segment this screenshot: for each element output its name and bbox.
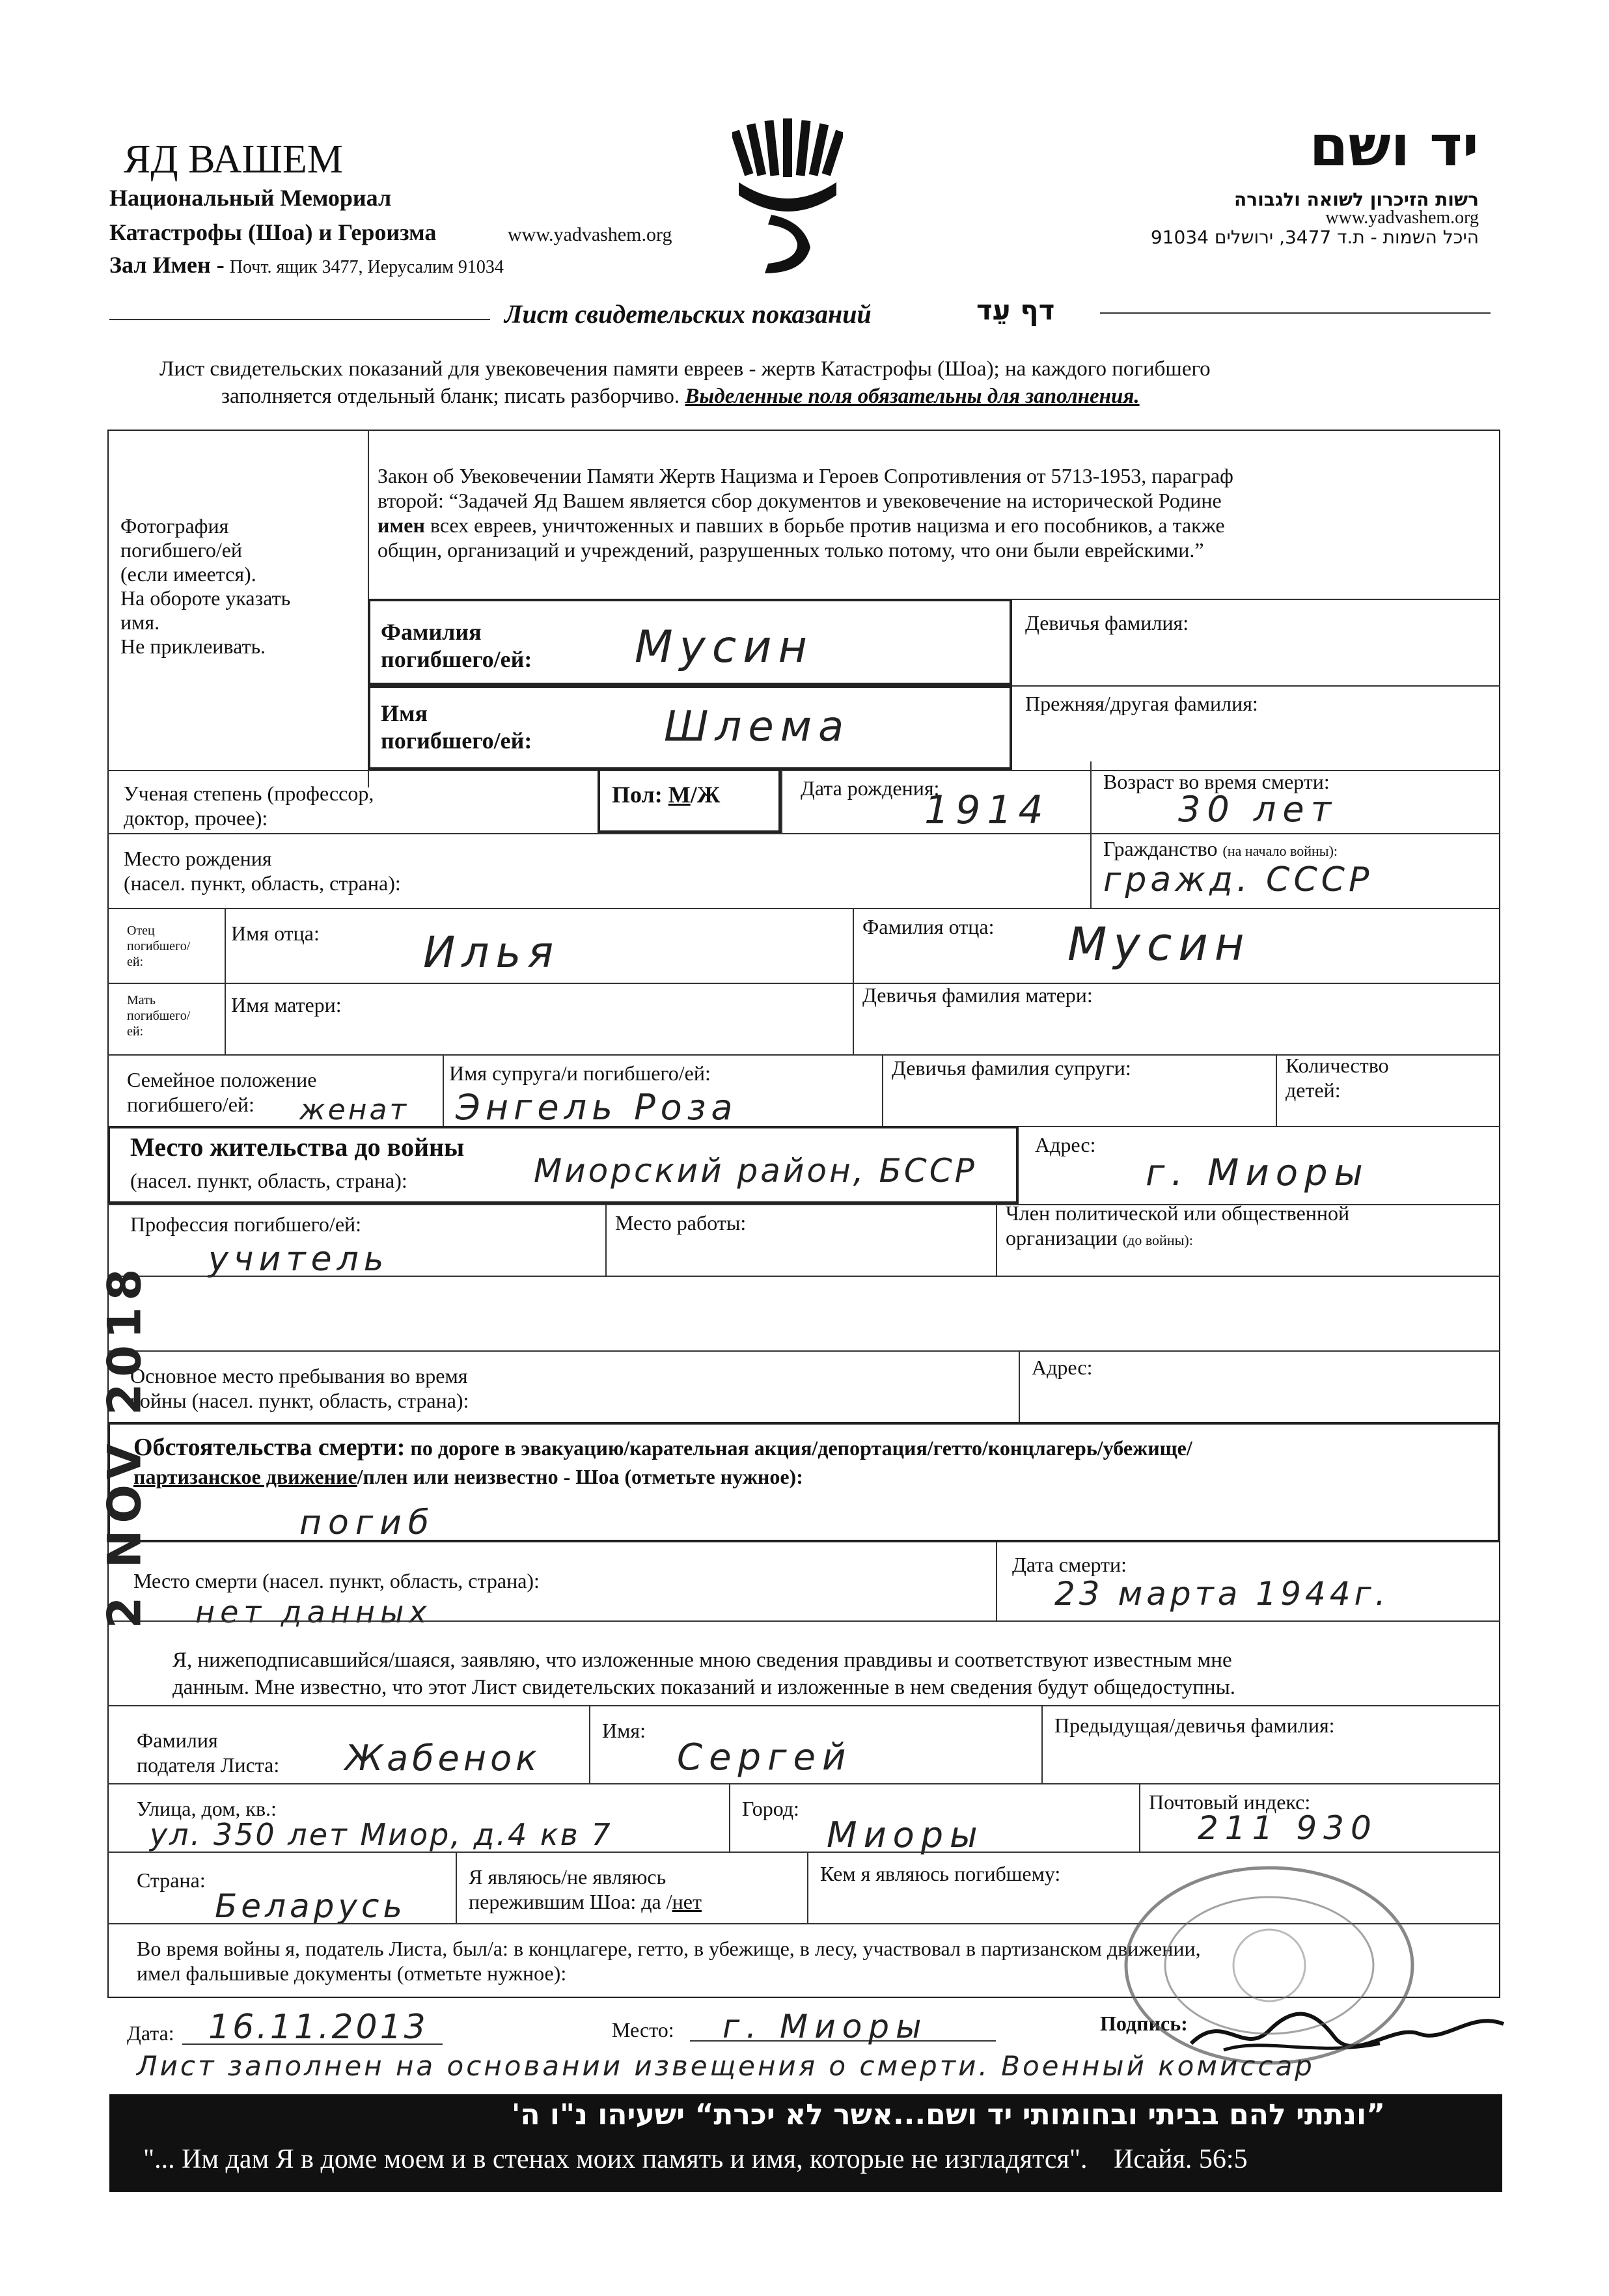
dob-label: Дата рождения: xyxy=(801,776,940,800)
death-date-label: Дата смерти: xyxy=(1012,1553,1127,1576)
submitter-prev-label: Предыдущая/девичья фамилия: xyxy=(1054,1714,1335,1737)
submitter-name-divider xyxy=(589,1705,590,1783)
death-date-value: 23 марта 1944г. xyxy=(1054,1575,1390,1613)
victim-surname-label xyxy=(381,618,532,673)
father-surname-divider xyxy=(853,908,854,1054)
instructions-line2 xyxy=(221,384,1140,409)
row-declaration-top xyxy=(107,1620,1500,1622)
member-divider xyxy=(996,1204,997,1276)
address-ru: Почт. ящик 3477, Иерусалим 91034 xyxy=(229,257,504,277)
father-surname-value: Мусин xyxy=(1067,918,1251,971)
photo-text xyxy=(120,514,290,659)
footer-ref: Исайя. 56:5 xyxy=(1114,2144,1248,2174)
row-submitter-top xyxy=(107,1705,1500,1706)
war-l1: Во время войны я, податель Листа, был/а: в концлагере, гетто, в убежище, в лесу, участвовал в партизанском движении, xyxy=(137,1937,1201,1960)
profession-label: Профессия погибшего/ей: xyxy=(130,1212,362,1236)
survivor-divider xyxy=(456,1852,457,1923)
death-date-divider xyxy=(996,1542,997,1620)
degree-l2: доктор, прочее): xyxy=(124,806,268,830)
mother-side-l3: ей: xyxy=(127,1024,144,1039)
footer-ru-line xyxy=(143,2141,1248,2178)
date-label: Дата: xyxy=(127,2021,174,2045)
city-value: Миоры xyxy=(827,1814,984,1855)
father-name-label: Имя отца: xyxy=(231,922,320,945)
org-line2: Катастрофы (Шоа) и Героизма xyxy=(109,219,437,245)
photo-l4: На обороте указать xyxy=(120,586,291,610)
degree-l1: Ученая степень (профессор, xyxy=(124,782,374,805)
family-status-l1: Семейное положение xyxy=(127,1068,317,1091)
row-street-top xyxy=(107,1783,1500,1784)
row-blank-top xyxy=(107,1276,1500,1277)
age-label: Возраст во время смерти: xyxy=(1103,770,1330,793)
death-circ-line1 xyxy=(133,1435,1192,1460)
wartime-l1: Основное место пребывания во время xyxy=(130,1364,468,1387)
photo-l3: (если имеется). xyxy=(120,562,256,586)
law-l2: второй: “Задачей Яд Вашем является сбор документов и увековечение на исторической Родине xyxy=(378,489,1222,512)
org-line1: Национальный Мемориал xyxy=(109,185,392,211)
submitter-name-label: Имя: xyxy=(602,1719,646,1742)
submitter-surname-l1: Фамилия xyxy=(137,1729,218,1752)
member-label xyxy=(1006,1201,1349,1250)
instructions-line1: Лист свидетельских показаний для увековечения памяти евреев - жертв Катастрофы (Шоа); на каждого погибшего xyxy=(159,357,1211,381)
declaration-l2: данным. Мне известно, что этот Лист свидетельских показаний и изложенные в нем сведения будут общедоступны. xyxy=(172,1676,1236,1699)
member-note: (до войны): xyxy=(1122,1232,1193,1248)
spouse-maiden-divider xyxy=(882,1054,883,1126)
city-label: Город: xyxy=(742,1797,799,1820)
victim-surname-l1: Фамилия xyxy=(381,619,482,645)
street-value: ул. 350 лет Миор, д.4 кв 7 xyxy=(150,1817,612,1852)
father-surname-label: Фамилия отца: xyxy=(862,915,995,938)
spouse-maiden-label: Девичья фамилия супруги: xyxy=(892,1056,1131,1080)
residence-sub: (насел. пункт, область, страна): xyxy=(130,1169,407,1192)
victim-name-value: Шлема xyxy=(664,703,851,751)
father-name-value: Илья xyxy=(423,927,560,977)
form-title-ru: Лист свидетельских показаний xyxy=(504,299,872,329)
sex-label-text: Пол: xyxy=(612,782,663,808)
birthplace-l1: Место рождения xyxy=(124,847,272,870)
family-status-value: женат xyxy=(299,1093,409,1127)
hall-label: Зал Имен - xyxy=(109,252,225,278)
website-right: www.yadvashem.org xyxy=(1325,208,1479,228)
victim-surname-value: Мусин xyxy=(635,622,814,673)
hall-line xyxy=(109,253,504,280)
children-divider xyxy=(1276,1054,1277,1126)
profession-value: учитель xyxy=(208,1240,389,1279)
survivor-yes: да / xyxy=(641,1890,672,1913)
victim-maiden-rule xyxy=(1012,685,1500,687)
law-l4: общин, организаций и учреждений, разрушенных только потому, что они были еврейскими.” xyxy=(378,538,1204,562)
declaration-text xyxy=(172,1647,1235,1701)
submitter-surname-label xyxy=(137,1728,279,1777)
place-label: Место: xyxy=(612,2018,674,2042)
survivor-no: нет xyxy=(672,1890,702,1913)
degree-label xyxy=(124,781,374,830)
row-wartime-top xyxy=(107,1350,1500,1352)
family-status-label xyxy=(127,1067,316,1117)
victim-prev-label: Прежняя/другая фамилия: xyxy=(1025,692,1258,715)
title-he: יד ושם xyxy=(1309,114,1479,179)
relation-divider xyxy=(807,1852,808,1923)
citizenship-divider xyxy=(1090,833,1092,908)
date-value: 16.11.2013 xyxy=(208,2008,428,2047)
country-label: Страна: xyxy=(137,1868,206,1892)
declaration-l1: Я, нижеподписавшийся/шаяся, заявляю, что изложенные мною сведения правдивы и соответствуют известным мне xyxy=(172,1648,1232,1672)
footer-he: ”ונתתי להם בביתי ובחומותי יד ושם...אשר לא יכרת“ ישעיהו נ"ו ה' xyxy=(511,2098,1385,2131)
spouse-divider xyxy=(443,1054,444,1126)
wartime-address-label: Адрес: xyxy=(1032,1356,1093,1379)
death-circ-l2: /плен или неизвестно - Шоа (отметьте нужное): xyxy=(357,1465,803,1488)
mother-maiden-label: Девичья фамилия матери: xyxy=(862,983,1093,1007)
victim-name-label xyxy=(381,700,532,754)
photo-l5: имя. xyxy=(120,610,160,634)
citizenship-label xyxy=(1103,836,1338,861)
instructions-text: заполняется отдельный бланк; писать разборчиво. xyxy=(221,385,680,408)
website-left: www.yadvashem.org xyxy=(508,224,672,245)
wartime-address-divider xyxy=(1019,1350,1020,1422)
member-l1: Член политической или общественной xyxy=(1006,1201,1350,1225)
survivor-l2-text: пережившим Шоа: xyxy=(469,1890,637,1913)
victim-name-l2: погибшего/ей: xyxy=(381,728,532,754)
work-label: Место работы: xyxy=(615,1211,747,1235)
work-divider xyxy=(605,1204,607,1276)
city-divider xyxy=(729,1783,730,1852)
org-he: רשות הזיכרון לשואה ולגבורה xyxy=(1234,189,1479,210)
birthplace-label xyxy=(124,846,401,895)
title-rule-right xyxy=(1100,312,1491,314)
death-circ-bold: Обстоятельства смерти: xyxy=(133,1434,406,1461)
wartime-l2: войны (насел. пункт, область, страна): xyxy=(130,1389,469,1412)
dob-divider xyxy=(781,770,782,833)
zip-divider xyxy=(1139,1783,1140,1852)
photo-l6: Не приклеивать. xyxy=(120,635,266,658)
address-he: היכל השמות - ת.ד 3477, ירושלים 91034 xyxy=(1150,226,1479,248)
family-status-l2: погибшего/ей: xyxy=(127,1093,254,1116)
war-text xyxy=(137,1936,1201,1986)
victim-name-l1: Имя xyxy=(381,700,428,726)
death-place-label: Место смерти (насел. пункт, область, страна): xyxy=(133,1569,540,1592)
father-side-l2: погибшего/ xyxy=(127,939,191,953)
children-l2: детей: xyxy=(1286,1078,1341,1102)
children-label xyxy=(1286,1053,1389,1102)
submitter-surname-value: Жабенок xyxy=(345,1738,541,1779)
submitter-prev-divider xyxy=(1041,1705,1043,1783)
row-father-top xyxy=(107,908,1500,909)
residence-address-value: г. Миоры xyxy=(1146,1152,1369,1194)
photo-l1: Фотография xyxy=(120,514,229,538)
citizenship-note: (на начало войны): xyxy=(1222,843,1338,859)
zip-label: Почтовый индекс: xyxy=(1149,1790,1311,1814)
spouse-label: Имя супруга/и погибшего/ей: xyxy=(449,1061,711,1085)
law-l1: Закон об Увековечении Памяти Жертв Нацизма и Героев Сопротивления от 5713-1953, параграф xyxy=(378,464,1233,487)
country-value: Беларусь xyxy=(215,1887,406,1925)
mother-side-l1: Мать xyxy=(127,993,156,1007)
submitter-surname-l2: подателя Листа: xyxy=(137,1753,280,1777)
spouse-value: Энгель Роза xyxy=(456,1087,738,1128)
relation-label: Кем я являюсь погибшему: xyxy=(820,1862,1061,1885)
row-mother-top xyxy=(107,983,1500,984)
law-l3-bold: имен xyxy=(378,513,425,537)
margin-note: 2 NOV 2018 xyxy=(98,1262,152,1629)
member-l2 xyxy=(1006,1225,1349,1250)
father-side-l3: ей: xyxy=(127,955,144,969)
member-l2-text: организации xyxy=(1006,1226,1118,1250)
survivor-l1: Я являюсь/не являюсь xyxy=(469,1865,667,1889)
wartime-label xyxy=(130,1363,469,1413)
official-stamp xyxy=(1107,1855,1432,2070)
title-ru: ЯД ВАШЕМ xyxy=(124,137,343,182)
row-birth-top xyxy=(107,833,1500,834)
mother-side-l2: погибшего/ xyxy=(127,1009,191,1023)
dob-value: 1914 xyxy=(924,787,1050,833)
birthplace-l2: (насел. пункт, область, страна): xyxy=(124,871,401,895)
war-l2: имел фальшивые документы (отметьте нужное): xyxy=(137,1961,567,1985)
death-circ-partisan: партизанское движение xyxy=(133,1465,357,1488)
submitter-name-value: Сергей xyxy=(677,1736,853,1779)
sex-label xyxy=(612,782,720,807)
place-value: г. Миоры xyxy=(722,2008,928,2045)
footer-ru: "... Им дам Я в доме моем и в стенах моих память и имя, которые не изгладятся". xyxy=(143,2144,1088,2174)
street-label: Улица, дом, кв.: xyxy=(137,1797,277,1820)
age-value: 30 лет xyxy=(1178,789,1338,830)
photo-l2: погибшего/ей xyxy=(120,538,243,562)
residence-value: Миорский район, БССР xyxy=(534,1152,977,1190)
mandatory-note: Выделенные поля обязательны для заполнения. xyxy=(685,385,1140,408)
citizenship-value: гражд. СССР xyxy=(1103,860,1373,899)
sex-m: М xyxy=(668,782,691,808)
children-l1: Количество xyxy=(1286,1054,1389,1077)
residence-address-label: Адрес: xyxy=(1035,1133,1096,1156)
form-title-he: דף עֵד xyxy=(976,294,1055,326)
father-side-l1: Отец xyxy=(127,923,155,938)
submitter-note: Лист заполнен на основании извещения о смерти. Военный комиссар xyxy=(137,2050,1315,2082)
sex-f: /Ж xyxy=(690,782,721,808)
sign-label: Подпись: xyxy=(1100,2012,1188,2035)
citizenship-label-text: Гражданство xyxy=(1103,837,1218,860)
survivor-label xyxy=(469,1865,702,1914)
residence-label: Место жительства до войны xyxy=(130,1132,465,1162)
victim-surname-l2: погибшего/ей: xyxy=(381,646,532,672)
age-divider xyxy=(1090,761,1092,833)
mother-side-label xyxy=(127,992,190,1039)
death-place-value: нет данных xyxy=(195,1594,432,1630)
death-circ-l1: по дороге в эвакуацию/карательная акция/депортация/гетто/концлагерь/убежище/ xyxy=(410,1436,1192,1460)
survivor-l2 xyxy=(469,1889,702,1914)
death-circ-value: погиб xyxy=(299,1503,435,1542)
title-rule-left xyxy=(109,319,490,320)
victim-maiden-label: Девичья фамилия: xyxy=(1025,611,1189,635)
menorah-logo xyxy=(732,117,843,280)
father-side-divider xyxy=(225,908,226,1054)
death-circ-line2 xyxy=(133,1464,803,1489)
mother-name-label: Имя матери: xyxy=(231,993,342,1017)
law-text xyxy=(378,463,1233,562)
father-side-label xyxy=(127,923,190,970)
row-country-top xyxy=(107,1852,1500,1853)
zip-value: 211 930 xyxy=(1198,1809,1378,1847)
law-l3 xyxy=(378,513,1233,538)
law-l3-text: всех евреев, уничтоженных и павших в борьбе против нацизма и его пособников, а также xyxy=(430,513,1225,537)
